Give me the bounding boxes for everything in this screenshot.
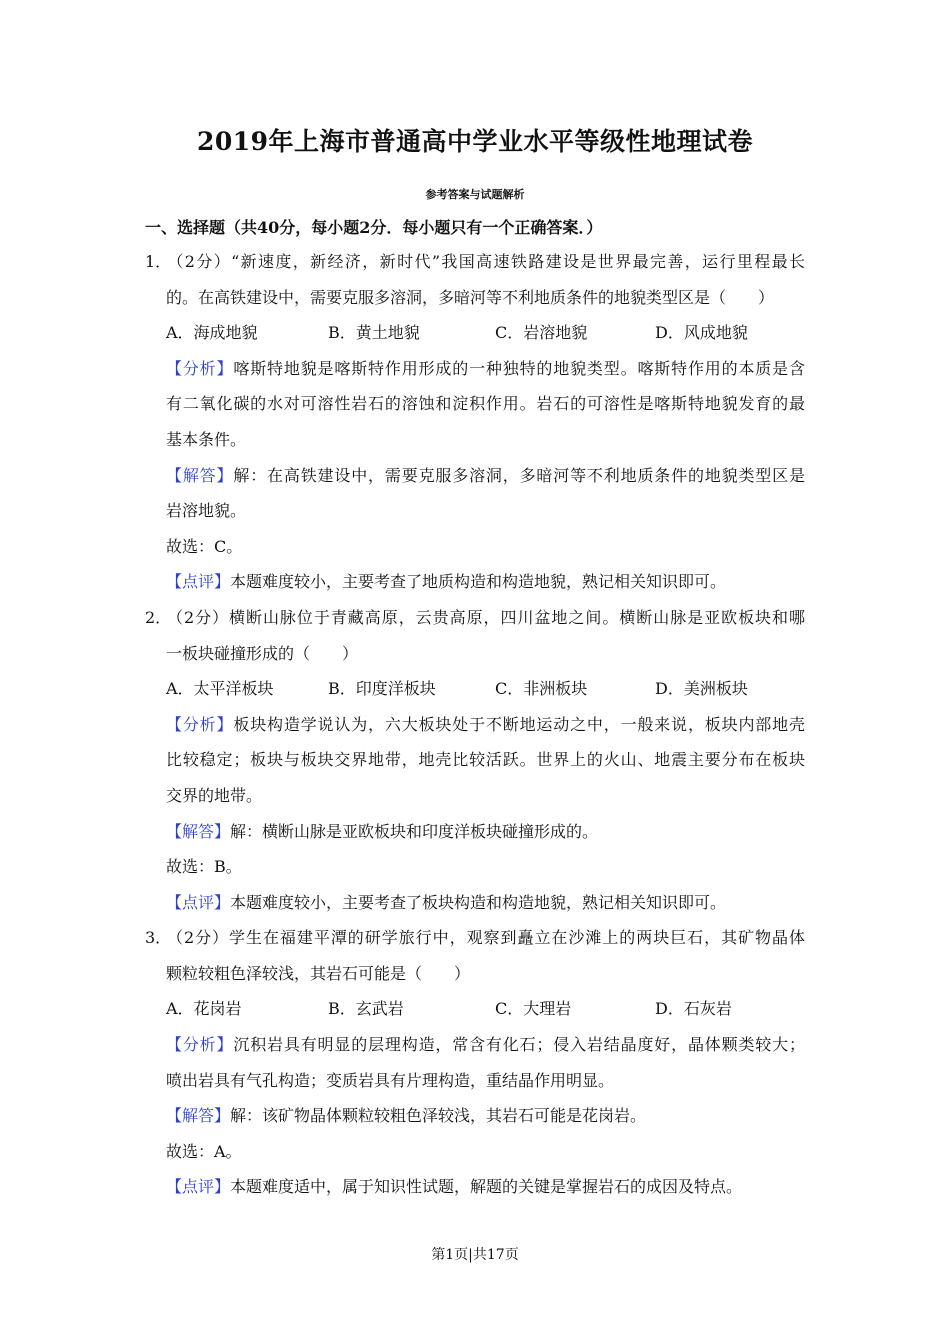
question-number: 1．	[145, 252, 172, 271]
option-d: D．美洲板块	[655, 679, 748, 699]
answer-line	[145, 493, 805, 529]
page-footer: 第1页|共17页	[431, 1247, 519, 1263]
comment-line	[145, 885, 805, 921]
comment-line	[145, 564, 805, 600]
option-b: B．印度洋板块	[328, 679, 436, 699]
option-d: D．风成地貌	[655, 323, 748, 343]
option-c: C．岩溶地貌	[495, 323, 588, 343]
analysis-text: 有二氧化碳的水对可溶性岩石的溶蚀和淀积作用。岩石的可溶性是喀斯特地貌发育的最	[166, 394, 805, 414]
comment-tag: 【点评】	[166, 572, 231, 592]
analysis-line	[145, 386, 805, 422]
question-text: 一板块碰撞形成的（ ）	[166, 643, 359, 663]
choice-line: 故选：C。	[166, 536, 243, 556]
analysis-text: 比较稳定；板块与板块交界地带，地壳比较活跃。世界上的火山、地震主要分布在板块	[166, 750, 805, 770]
question-stem-line	[145, 244, 805, 280]
answer-line	[145, 458, 805, 494]
analysis-text: 沉积岩具有明显的层理构造，常含有化石；侵入岩结晶度好，晶体颗类较大；	[233, 1035, 805, 1055]
question-text: （2分）学生在福建平潭的研学旅行中，观察到矗立在沙滩上的两块巨石，其矿物晶体	[166, 928, 805, 948]
option-b: B．玄武岩	[328, 999, 404, 1019]
choice-line: 故选：B。	[166, 857, 242, 877]
option-a: A．太平洋板块	[166, 679, 274, 699]
question-stem-line	[145, 636, 805, 672]
answer-tag: 【解答】	[166, 465, 234, 485]
analysis-line	[145, 742, 805, 778]
analysis-line	[145, 351, 805, 387]
analysis-text: 喷出岩具有气孔构造；变质岩具有片理构造，重结晶作用明显。	[166, 1070, 615, 1090]
option-b: B．黄土地貌	[328, 323, 420, 343]
analysis-tag: 【分析】	[166, 1035, 234, 1055]
comment-tag: 【点评】	[166, 892, 231, 912]
option-a: A．花岗岩	[166, 999, 242, 1019]
document-title: 2019年上海市普通高中学业水平等级性地理试卷	[196, 127, 754, 156]
option-d: D．石灰岩	[655, 999, 732, 1019]
options-row	[145, 315, 805, 351]
answer-text: 解：该矿物晶体颗粒较粗色泽较浅，其岩石可能是花岗岩。	[230, 1106, 647, 1126]
analysis-tag: 【分析】	[166, 714, 234, 734]
question-stem-line	[145, 956, 805, 992]
answer-text: 解：横断山脉是亚欧板块和印度洋板块碰撞形成的。	[230, 821, 599, 841]
option-a: A．海成地貌	[166, 323, 258, 343]
analysis-text: 基本条件。	[166, 429, 247, 449]
comment-text: 本题难度较小，主要考查了板块构造和构造地貌，熟记相关知识即可。	[230, 892, 727, 912]
answer-line	[145, 1098, 805, 1134]
analysis-text: 交界的地带。	[166, 785, 263, 805]
choice-line: 故选：A。	[166, 1141, 242, 1161]
question-number: 3．	[145, 928, 172, 948]
analysis-line	[145, 1063, 805, 1099]
question-stem-line	[145, 280, 805, 316]
options-row	[145, 991, 805, 1027]
question-stem-line	[145, 920, 805, 956]
comment-text: 本题难度较小，主要考查了地质构造和构造地貌，熟记相关知识即可。	[230, 572, 727, 592]
analysis-tag: 【分析】	[166, 358, 234, 378]
analysis-text: 板块构造学说认为，六大板块处于不断地运动之中，一般来说，板块内部地壳	[233, 714, 805, 734]
question-number: 2．	[145, 607, 172, 627]
answer-text: 解：在高铁建设中，需要克服多溶洞，多暗河等不利地质条件的地貌类型区是	[233, 465, 805, 485]
document-subtitle: 参考答案与试题解析	[425, 188, 525, 201]
comment-tag: 【点评】	[166, 1177, 231, 1197]
analysis-text: 喀斯特地貌是喀斯特作用形成的一种独特的地貌类型。喀斯特作用的本质是含	[233, 358, 805, 378]
answer-tag: 【解答】	[166, 1106, 231, 1126]
options-row	[145, 671, 805, 707]
option-c: C．大理岩	[495, 999, 572, 1019]
option-c: C．非洲板块	[495, 679, 588, 699]
analysis-line	[145, 707, 805, 743]
comment-line	[145, 1169, 805, 1205]
analysis-line	[145, 778, 805, 814]
answer-tag: 【解答】	[166, 821, 231, 841]
section-heading: 一、选择题（共40分，每小题2分．每小题只有一个正确答案．）	[145, 218, 603, 237]
question-text: 颗粒较粗色泽较浅，其岩石可能是（ ）	[166, 963, 471, 983]
question-text: 的。在高铁建设中，需要克服多溶洞，多暗河等不利地质条件的地貌类型区是（ ）	[166, 287, 775, 307]
document-body	[145, 244, 805, 1205]
question-text: （2分）“新速度，新经济，新时代”我国高速铁路建设是世界最完善，运行里程最长	[166, 252, 805, 271]
comment-text: 本题难度适中，属于知识性试题，解题的关键是掌握岩石的成因及特点。	[230, 1177, 743, 1197]
analysis-line	[145, 422, 805, 458]
answer-line	[145, 814, 805, 850]
question-stem-line	[145, 600, 805, 636]
analysis-line	[145, 1027, 805, 1063]
answer-text: 岩溶地貌。	[166, 501, 247, 521]
question-text: （2分）横断山脉位于青藏高原，云贵高原，四川盆地之间。横断山脉是亚欧板块和哪	[166, 607, 805, 627]
